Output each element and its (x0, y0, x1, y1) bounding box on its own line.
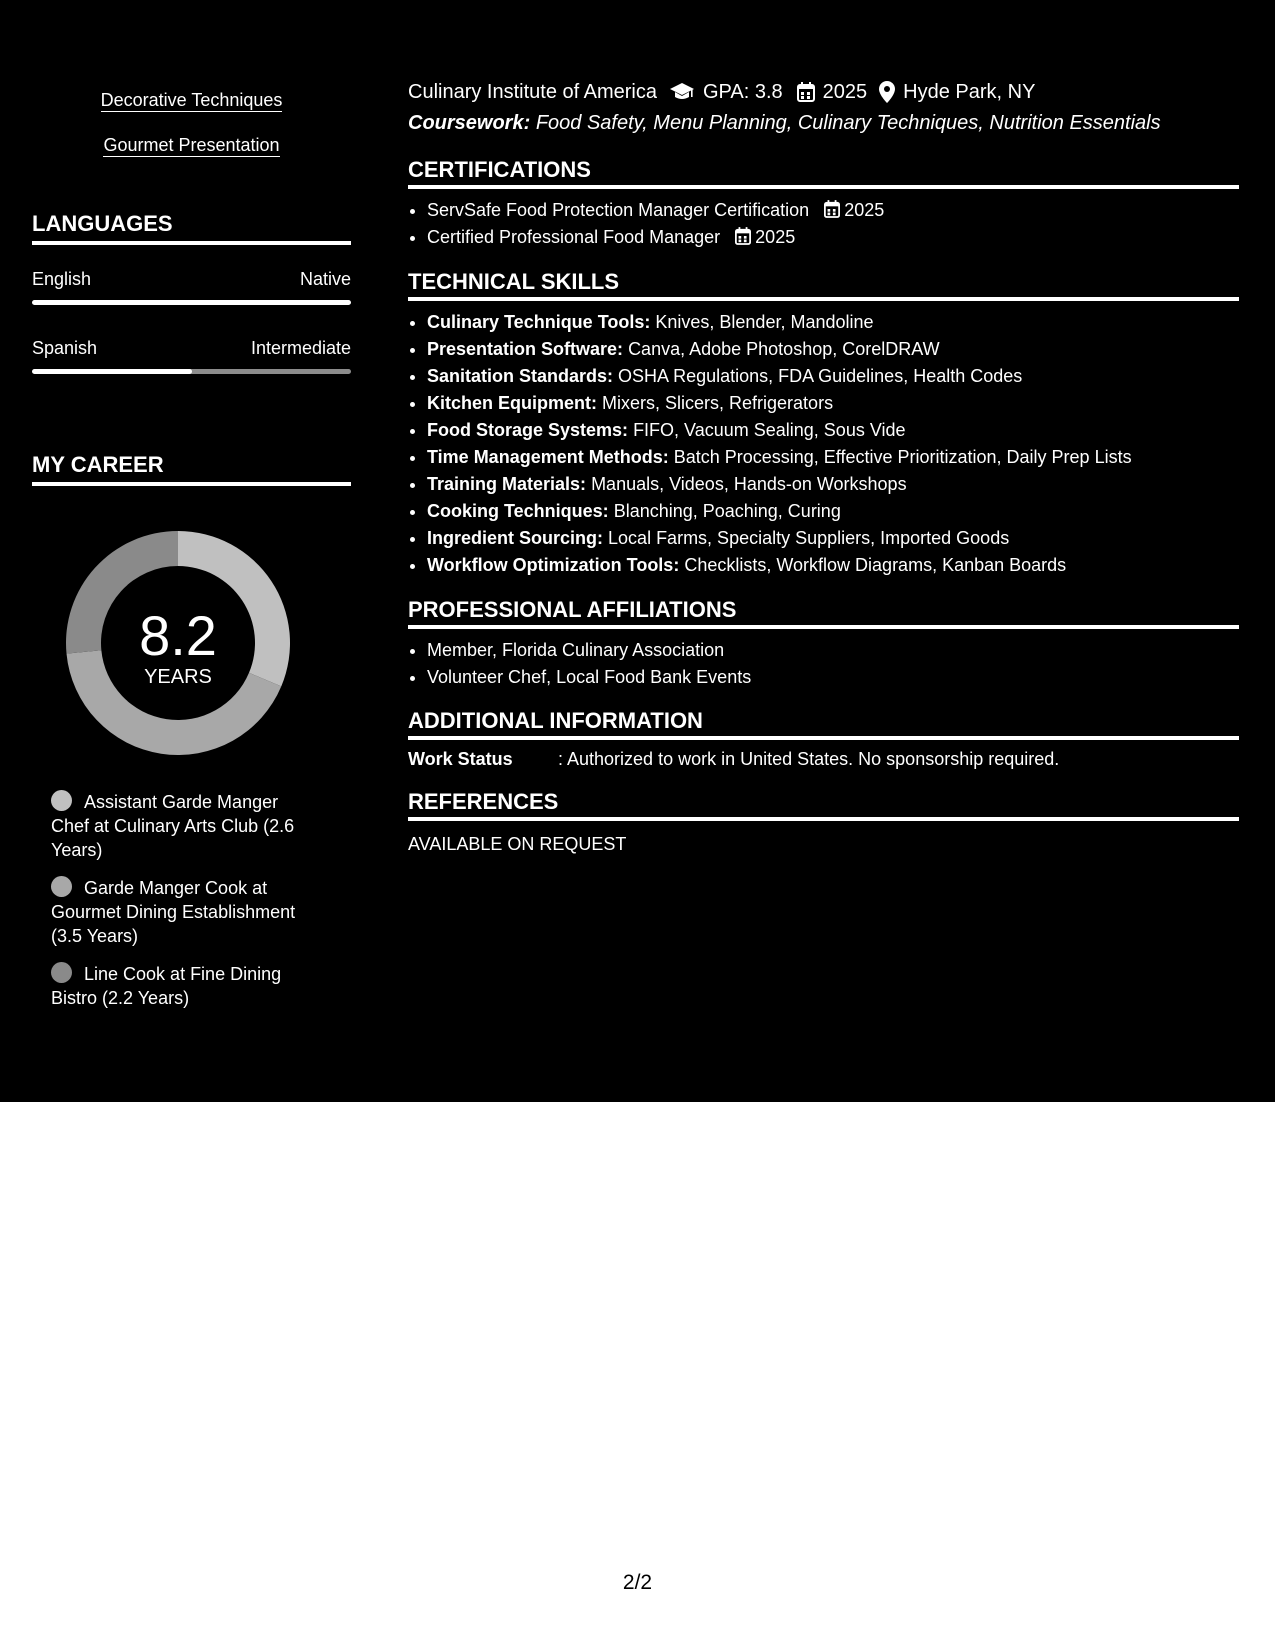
language-bar (32, 369, 351, 374)
coursework-value: Food Safety, Menu Planning, Culinary Techniques, Nutrition Essentials (535, 112, 1161, 134)
list-item: • Workflow Optimization Tools: Checklists, Workflow Diagrams, Kanban Boards (427, 552, 1239, 579)
language-name: Spanish (32, 338, 98, 358)
work-status-label: Work Status (408, 749, 513, 769)
skills-title: TECHNICAL SKILLS (408, 269, 1239, 301)
language-bar (32, 300, 351, 305)
career-legend-item: Line Cook at Fine Dining Bistro (2.2 Years) (51, 964, 282, 1008)
list-item: • Kitchen Equipment: Mixers, Slicers, Refrigerators (427, 390, 1239, 417)
list-item: • Food Storage Systems: FIFO, Vacuum Sealing, Sous Vide (427, 417, 1239, 444)
career-total: 8.2 (139, 604, 217, 667)
affiliations-title: PROFESSIONAL AFFILIATIONS (408, 597, 1239, 629)
language-row (32, 268, 351, 290)
coursework (408, 111, 1161, 135)
list-item: • Sanitation Standards: OSHA Regulations, FDA Guidelines, Health Codes (427, 363, 1239, 390)
list-item: • Time Management Methods: Batch Processing, Effective Prioritization, Daily Prep Lists (427, 444, 1239, 471)
gpa: GPA: 3.8 (703, 81, 783, 103)
work-status-value: : Authorized to work in United States. No sponsorship required. (558, 749, 1060, 769)
language-name: English (32, 269, 92, 289)
career-legend-item: Assistant Garde Manger Chef at Culinary Arts Club (2.6 Years) (51, 792, 295, 860)
graduation-cap-icon (669, 82, 695, 102)
education-line (408, 80, 1035, 104)
career-donut-chart (66, 531, 290, 755)
list-item: • Certified Professional Food Manager 2025 (427, 224, 1239, 251)
coursework-label: Coursework: (408, 112, 531, 134)
school-location: Hyde Park, NY (903, 81, 1036, 103)
affiliations-list (408, 637, 1239, 691)
career-legend-item: Garde Manger Cook at Gourmet Dining Establishment (3.5 Years) (51, 878, 296, 946)
work-status (408, 748, 1059, 770)
graduation-year: 2025 (822, 81, 868, 103)
skill-tag: Gourmet Presentation (103, 135, 280, 155)
list-item: • Volunteer Chef, Local Food Bank Events (427, 664, 1239, 691)
legend-dot-icon (51, 790, 72, 811)
page-number: 2/2 (622, 1571, 653, 1594)
list-item: • Ingredient Sourcing: Local Farms, Specialty Suppliers, Imported Goods (427, 525, 1239, 552)
references-text: AVAILABLE ON REQUEST (408, 834, 627, 854)
language-level: Native (299, 269, 351, 289)
additional-info-title: ADDITIONAL INFORMATION (408, 708, 1239, 740)
list-item: • Training Materials: Manuals, Videos, Hands-on Workshops (427, 471, 1239, 498)
list-item: • Presentation Software: Canva, Adobe Photoshop, CorelDRAW (427, 336, 1239, 363)
language-bar-fill (32, 300, 351, 305)
list-item: • Culinary Technique Tools: Knives, Blender, Mandoline (427, 309, 1239, 336)
list-item: • Cooking Techniques: Blanching, Poaching, Curing (427, 498, 1239, 525)
career-unit: YEARS (144, 666, 212, 688)
language-level: Intermediate (250, 338, 351, 358)
calendar-icon (824, 200, 840, 218)
school-name: Culinary Institute of America (408, 81, 657, 103)
languages-title: LANGUAGES (32, 211, 351, 245)
calendar-icon (797, 82, 815, 102)
career-title: MY CAREER (32, 452, 351, 486)
list-item: • ServSafe Food Protection Manager Certification 2025 (427, 197, 1239, 224)
language-row (32, 337, 351, 359)
language-bar-fill (32, 369, 192, 374)
skill-tag: Decorative Techniques (100, 90, 283, 110)
skills-list (408, 309, 1239, 579)
legend-dot-icon (51, 962, 72, 983)
references-title: REFERENCES (408, 789, 1239, 821)
list-item: • Member, Florida Culinary Association (427, 637, 1239, 664)
calendar-icon (735, 227, 751, 245)
legend-dot-icon (51, 876, 72, 897)
certifications-title: CERTIFICATIONS (408, 157, 1239, 189)
location-pin-icon (879, 81, 895, 103)
certifications-list (408, 197, 1239, 251)
